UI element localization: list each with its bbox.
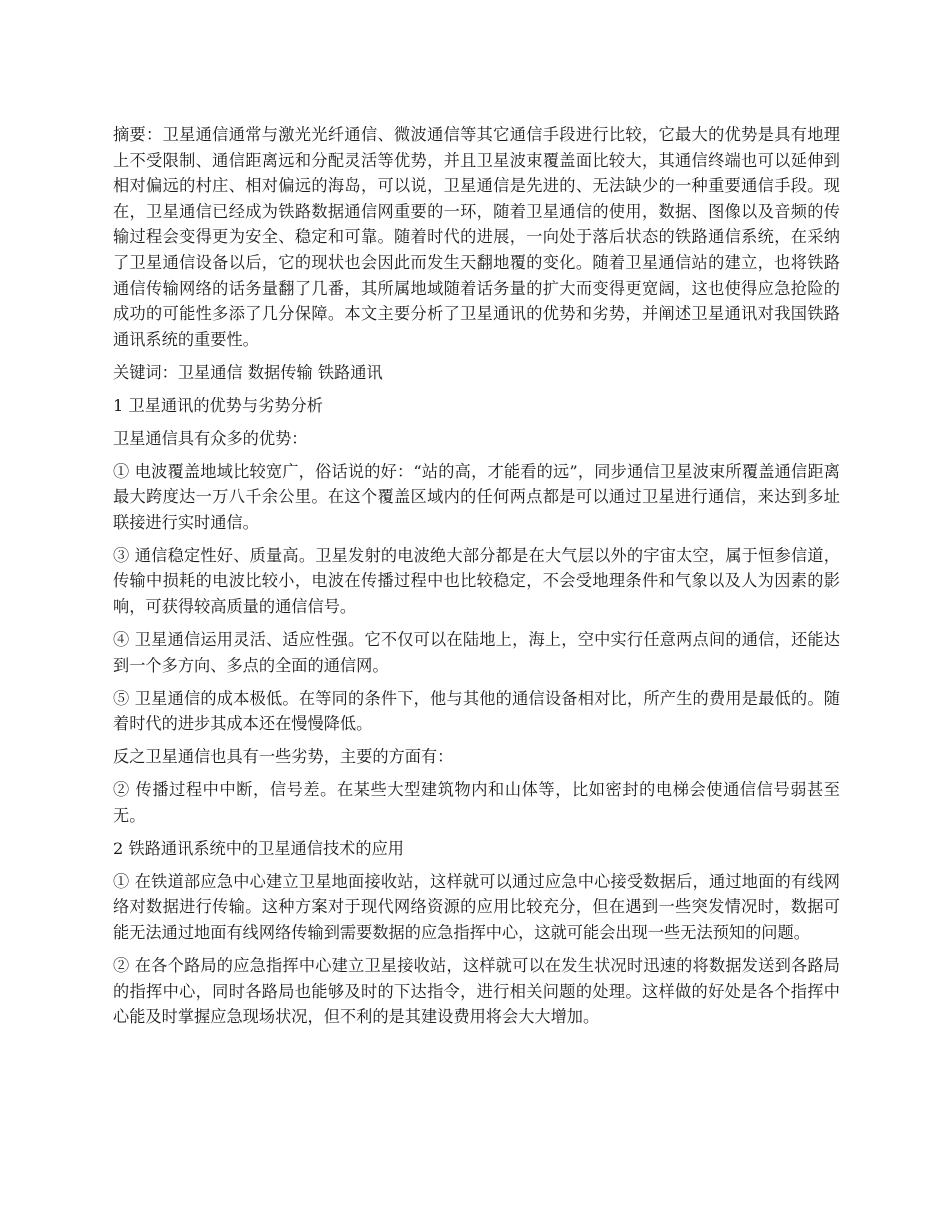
advantage-item-cost: ⑤ 卫星通信的成本极低。在等同的条件下，他与其他的通信设备相对比，所产生的费用是最低的。随着时代的进步其成本还在慢慢降低。 xyxy=(113,688,840,734)
advantage-item-flexibility: ④ 卫星通信运用灵活、适应性强。它不仅可以在陆地上，海上，空中实行任意两点间的通信，还能达到一个多方向、多点的全面的通信网。 xyxy=(113,630,840,675)
application-item-bureaus: ② 在各个路局的应急指挥中心建立卫星接收站，这样就可以在发生状况时迅速的将数据发送到各路局的指挥中心，同时各路局也能够及时的下达指令，进行相关问题的处理。这样做的好处是各个指挥中心能及时掌握应急现场状况，但不利的是其建设费用将会大大增加。 xyxy=(113,955,840,1027)
advantage-item-coverage: ① 电波覆盖地域比较宽广，俗话说的好：“站的高，才能看的远”，同步通信卫星波束所覆盖通信距离最大跨度达一万八千余公里。在这个覆盖区域内的任何两点都是可以通过卫星进行通信，来达到多址联接进行实时通信。 xyxy=(113,461,840,532)
advantage-item-stability: ③ 通信稳定性好、质量高。卫星发射的电波绝大部分都是在大气层以外的宇宙太空，属于恒参信道，传输中损耗的电波比较小，电波在传播过程中也比较稳定，不会受地理条件和气象以及人为因素的影响，可获得较高质量的通信信号。 xyxy=(113,545,840,617)
disadvantage-item-signal: ② 传播过程中中断，信号差。在某些大型建筑物内和山体等，比如密封的电梯会使通信信号弱甚至无。 xyxy=(113,780,840,825)
section-2-heading: 2 铁路通讯系统中的卫星通信技术的应用 xyxy=(113,838,405,858)
abstract-paragraph: 摘要：卫星通信通常与激光光纤通信、微波通信等其它通信手段进行比较，它最大的优势是具有地理上不受限制、通信距离远和分配灵活等优势，并且卫星波束覆盖面比较大，其通信终端也可以延伸到相对偏远的村庄、相对偏远的海岛，可以说，卫星通信是先进的、无法缺少的一种重要通信手段。现在，卫星通信已经成为铁路数据通信网重要的一环，随着卫星通信的使用，数据、图像以及音频的传输过程会变得更为安全、稳定和可靠。随着时代的进展，一向处于落后状态的铁路通信系统，在采纳了卫星通信设备以后，它的现状也会因此而发生天翻地覆的变化。随着卫星通信站的建立，也将铁路通信传输网络的话务量翻了几番，其所属地域随着话务量的扩大而变得更宽阔，这也使得应急抢险的成功的可能性多添了几分保障。本文主要分析了卫星通讯的优势和劣势，并阐述卫星通讯对我国铁路通讯系统的重要性。 xyxy=(113,125,840,349)
section-1-heading: 1 卫星通讯的优势与劣势分析 xyxy=(113,395,323,415)
document-page xyxy=(113,122,840,1037)
disadvantages-intro: 反之卫星通信也具有一些劣势，主要的方面有： xyxy=(113,747,454,767)
application-item-ministry: ① 在铁道部应急中心建立卫星地面接收站，这样就可以通过应急中心接受数据后，通过地面的有线网络对数据进行传输。这种方案对于现代网络资源的应用比较充分，但在遇到一些突发情况时，数据可能无法通过地面有线网络传输到需要数据的应急指挥中心，这就可能会出现一些无法预知的问题。 xyxy=(113,871,840,942)
advantages-intro: 卫星通信具有众多的优势： xyxy=(113,428,308,448)
keywords-paragraph: 关键词：卫星通信 数据传输 铁路通讯 xyxy=(113,362,383,382)
